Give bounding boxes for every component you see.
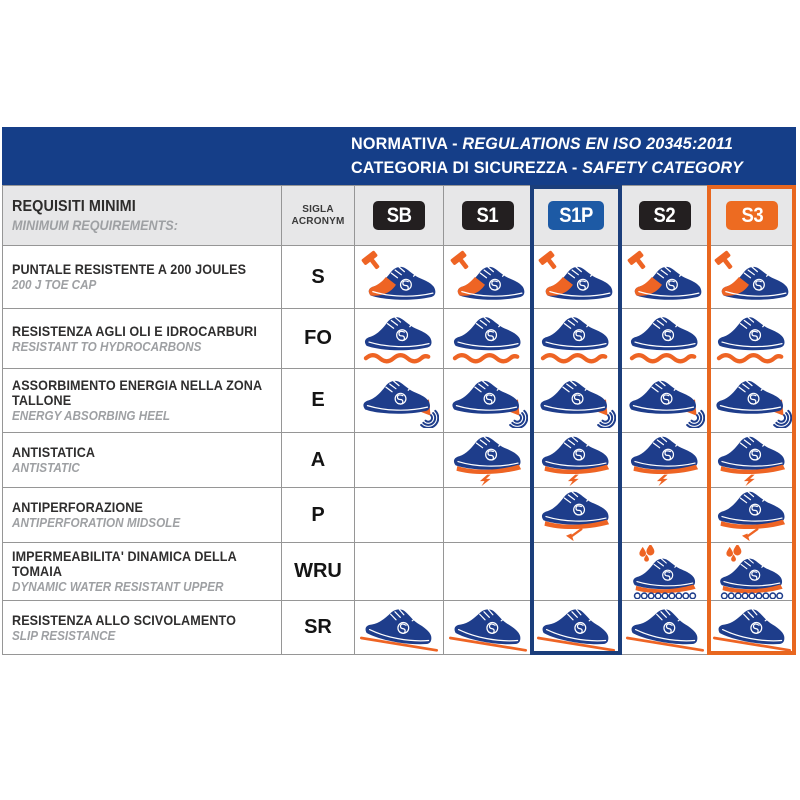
matrix-cell-S3-E bbox=[709, 369, 795, 432]
requirements-subtitle: MINIMUM REQUIREMENTS: bbox=[12, 217, 178, 233]
table-title-bar bbox=[2, 127, 796, 185]
requirement-name-it: ANTIPERFORAZIONE bbox=[12, 499, 143, 515]
acronym-header-cell bbox=[282, 186, 354, 245]
toe-cap-shoe-icon bbox=[712, 250, 792, 304]
energy-absorbing-heel-shoe-icon bbox=[625, 374, 705, 428]
acronym-cell-WRU: WRU bbox=[282, 543, 354, 600]
category-header-cell-S2 bbox=[621, 186, 708, 245]
matrix-cell-S1P-FO bbox=[532, 309, 620, 368]
requirement-name-en: DYNAMIC WATER RESISTANT UPPER bbox=[12, 579, 224, 594]
matrix-cell-S1-S bbox=[444, 246, 531, 308]
acronym-cell-S: S bbox=[282, 246, 354, 308]
category-header-cell-S3 bbox=[709, 186, 795, 245]
requirement-name-en: ANTIPERFORATION MIDSOLE bbox=[12, 515, 181, 530]
matrix-cell-S2-A bbox=[621, 433, 708, 487]
requirement-name-en: RESISTANT TO HYDROCARBONS bbox=[12, 338, 202, 354]
oil-resistant-sole-shoe-icon bbox=[625, 312, 705, 366]
matrix-cell-SB-A bbox=[355, 433, 443, 487]
safety-category-sheet bbox=[2, 127, 796, 655]
matrix-cell-S2-E bbox=[621, 369, 708, 432]
acronym-cell-FO: FO bbox=[282, 309, 354, 368]
category-badge-S1P: S1P bbox=[548, 201, 604, 230]
matrix-cell-S1-P bbox=[444, 488, 531, 542]
matrix-cell-SB-SR bbox=[355, 601, 443, 654]
category-badge-SB: SB bbox=[373, 201, 425, 230]
toe-cap-shoe-icon bbox=[536, 250, 616, 304]
matrix-cell-S1-SR bbox=[444, 601, 531, 654]
acronym-cell-SR: SR bbox=[282, 601, 354, 654]
antistatic-shoe-icon bbox=[712, 433, 792, 487]
water-resistant-shoe-icon bbox=[712, 545, 792, 599]
requirement-name-en: 200 J TOE CAP bbox=[12, 277, 97, 292]
requirement-name-it: IMPERMEABILITA' DINAMICA DELLA TOMAIA bbox=[12, 548, 237, 579]
matrix-cell-SB-S bbox=[355, 246, 443, 308]
oil-resistant-sole-shoe-icon bbox=[712, 312, 792, 366]
toe-cap-shoe-icon bbox=[448, 250, 528, 304]
title-line-categoria: CATEGORIA DI SICUREZZA - SAFETY CATEGORY bbox=[351, 158, 743, 177]
title-line-normativa: NORMATIVA - REGULATIONS EN ISO 20345:2011 bbox=[351, 134, 734, 153]
matrix-cell-S1P-SR bbox=[532, 601, 620, 654]
oil-resistant-sole-shoe-icon bbox=[448, 312, 528, 366]
matrix-cell-S2-FO bbox=[621, 309, 708, 368]
matrix-cell-S2-P bbox=[621, 488, 708, 542]
safety-category-table bbox=[2, 185, 796, 655]
matrix-cell-S1P-WRU bbox=[532, 543, 620, 600]
category-header-cell-SB bbox=[355, 186, 443, 245]
matrix-cell-SB-E bbox=[355, 369, 443, 432]
requirement-name-it: PUNTALE RESISTENTE A 200 JOULES bbox=[12, 261, 247, 277]
requirement-name-it: ASSORBIMENTO ENERGIA NELLA ZONA TALLONE bbox=[12, 377, 262, 408]
category-badge-S3: S3 bbox=[726, 201, 778, 230]
antistatic-shoe-icon bbox=[625, 433, 705, 487]
requirement-name-en: SLIP RESISTANCE bbox=[12, 627, 116, 643]
requirement-cell-FO bbox=[3, 309, 281, 368]
requirements-header-cell bbox=[3, 186, 281, 245]
matrix-cell-S1-WRU bbox=[444, 543, 531, 600]
acronym-header-line1: SIGLA bbox=[302, 203, 334, 215]
slip-resistance-shoe-icon bbox=[359, 601, 439, 654]
matrix-cell-S1P-S bbox=[532, 246, 620, 308]
matrix-cell-SB-FO bbox=[355, 309, 443, 368]
acronym-cell-A: A bbox=[282, 433, 354, 487]
category-header-cell-S1 bbox=[444, 186, 531, 245]
slip-resistance-shoe-icon bbox=[625, 601, 705, 654]
energy-absorbing-heel-shoe-icon bbox=[359, 374, 439, 428]
requirement-name-it: ANTISTATICA bbox=[12, 444, 96, 460]
requirement-name-en: ENERGY ABSORBING HEEL bbox=[12, 408, 170, 423]
matrix-cell-S3-FO bbox=[709, 309, 795, 368]
category-header-cell-S1P bbox=[532, 186, 620, 245]
matrix-cell-S1P-P bbox=[532, 488, 620, 542]
requirements-title: REQUISITI MINIMI bbox=[12, 198, 136, 215]
matrix-cell-S1-FO bbox=[444, 309, 531, 368]
antistatic-shoe-icon bbox=[536, 433, 616, 487]
matrix-cell-S2-S bbox=[621, 246, 708, 308]
requirement-cell-S bbox=[3, 246, 281, 308]
requirement-name-it: RESISTENZA ALLO SCIVOLAMENTO bbox=[12, 611, 236, 628]
requirement-cell-WRU bbox=[3, 543, 281, 600]
matrix-cell-SB-WRU bbox=[355, 543, 443, 600]
oil-resistant-sole-shoe-icon bbox=[536, 312, 616, 366]
matrix-cell-S1-A bbox=[444, 433, 531, 487]
requirement-cell-E bbox=[3, 369, 281, 432]
energy-absorbing-heel-shoe-icon bbox=[712, 374, 792, 428]
requirement-name-it: RESISTENZA AGLI OLI E IDROCARBURI bbox=[12, 322, 257, 339]
matrix-cell-SB-P bbox=[355, 488, 443, 542]
category-badge-S2: S2 bbox=[639, 201, 691, 230]
energy-absorbing-heel-shoe-icon bbox=[536, 374, 616, 428]
energy-absorbing-heel-shoe-icon bbox=[448, 374, 528, 428]
category-badge-S1: S1 bbox=[462, 201, 514, 230]
antiperforation-nail-shoe-icon bbox=[536, 488, 616, 542]
antistatic-shoe-icon bbox=[448, 433, 528, 487]
matrix-cell-S3-WRU bbox=[709, 543, 795, 600]
slip-resistance-shoe-icon bbox=[448, 601, 528, 654]
table-title-text bbox=[351, 132, 764, 180]
antiperforation-nail-shoe-icon bbox=[712, 488, 792, 542]
acronym-cell-P: P bbox=[282, 488, 354, 542]
slip-resistance-shoe-icon bbox=[712, 601, 792, 654]
acronym-header-line2: ACRONYM bbox=[291, 215, 345, 227]
slip-resistance-shoe-icon bbox=[536, 601, 616, 654]
matrix-cell-S1-E bbox=[444, 369, 531, 432]
matrix-cell-S1P-A bbox=[532, 433, 620, 487]
matrix-cell-S2-SR bbox=[621, 601, 708, 654]
requirement-cell-SR bbox=[3, 601, 281, 654]
requirement-cell-A bbox=[3, 433, 281, 487]
toe-cap-shoe-icon bbox=[359, 250, 439, 304]
matrix-cell-S2-WRU bbox=[621, 543, 708, 600]
matrix-cell-S3-SR bbox=[709, 601, 795, 654]
water-resistant-shoe-icon bbox=[625, 545, 705, 599]
requirement-name-en: ANTISTATIC bbox=[12, 460, 80, 475]
requirement-cell-P bbox=[3, 488, 281, 542]
acronym-cell-E: E bbox=[282, 369, 354, 432]
matrix-cell-S3-S bbox=[709, 246, 795, 308]
oil-resistant-sole-shoe-icon bbox=[359, 312, 439, 366]
matrix-cell-S3-P bbox=[709, 488, 795, 542]
matrix-cell-S1P-E bbox=[532, 369, 620, 432]
toe-cap-shoe-icon bbox=[625, 250, 705, 304]
matrix-cell-S3-A bbox=[709, 433, 795, 487]
